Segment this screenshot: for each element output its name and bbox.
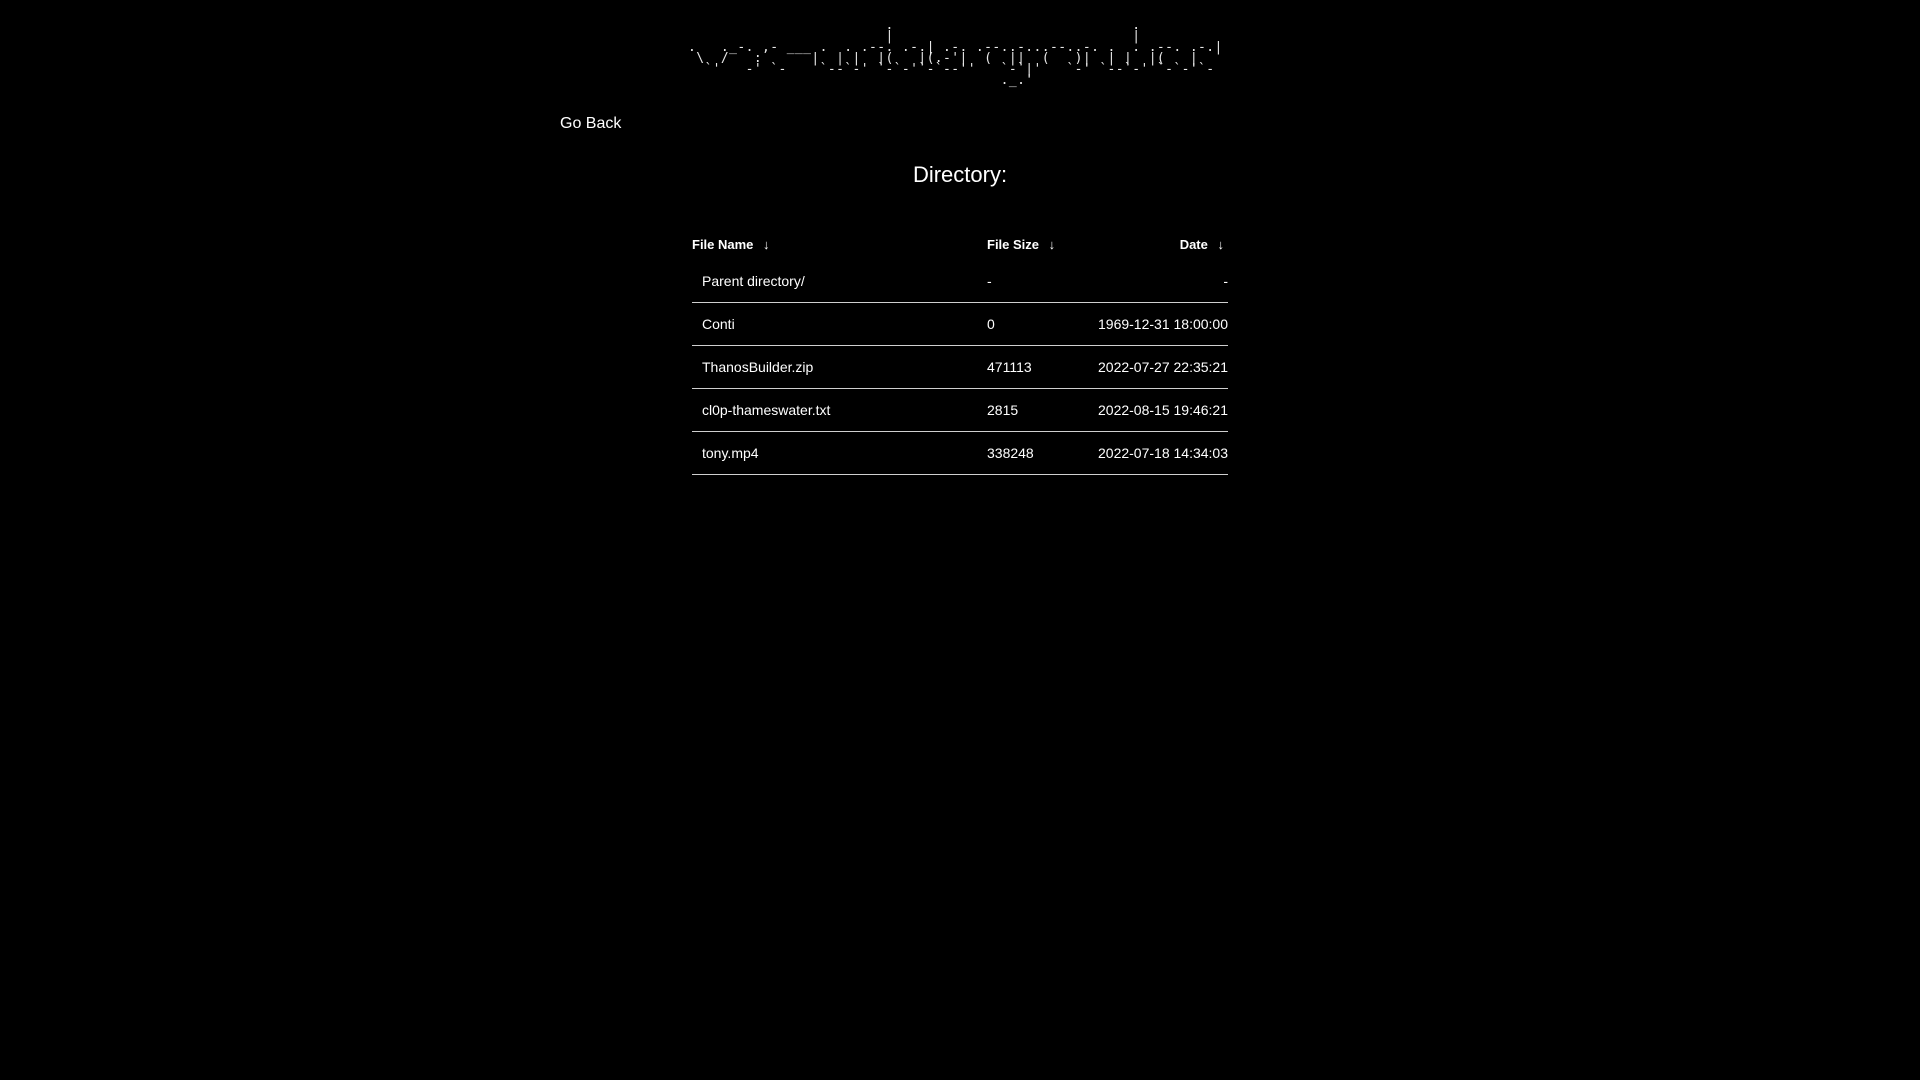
file-link[interactable]: Parent directory/ bbox=[702, 273, 805, 289]
go-back-link[interactable]: Go Back bbox=[560, 115, 622, 132]
file-name-cell bbox=[692, 346, 987, 389]
file-link[interactable]: ThanosBuilder.zip bbox=[702, 359, 814, 375]
column-header-file-name bbox=[692, 228, 987, 260]
directory-table bbox=[692, 228, 1228, 475]
file-size-cell: 0 bbox=[987, 303, 1097, 346]
table-row-parent-directory[interactable] bbox=[692, 260, 1228, 303]
column-label-file-name: File Name bbox=[692, 236, 754, 252]
file-date-cell: 2022-07-27 22:35:21 bbox=[1097, 346, 1228, 389]
sort-date-arrow-icon[interactable]: ↓ bbox=[1217, 236, 1224, 252]
file-name-cell bbox=[692, 432, 987, 475]
column-header-file-size bbox=[987, 228, 1097, 260]
sort-file-size-arrow-icon[interactable]: ↓ bbox=[1048, 236, 1056, 252]
file-size-cell: 2815 bbox=[987, 389, 1097, 432]
file-size-cell: 471113 bbox=[987, 346, 1097, 389]
column-header-date bbox=[1097, 228, 1228, 260]
column-label-file-size: File Size bbox=[987, 236, 1040, 252]
table-row[interactable] bbox=[692, 432, 1228, 475]
table-row[interactable] bbox=[692, 346, 1228, 389]
file-link[interactable]: tony.mp4 bbox=[702, 445, 759, 461]
table-row[interactable] bbox=[692, 303, 1228, 346]
file-size-cell: 338248 bbox=[987, 432, 1097, 475]
column-label-date: Date bbox=[1179, 236, 1208, 252]
file-date-cell: - bbox=[1097, 260, 1228, 303]
file-link[interactable]: Conti bbox=[702, 316, 735, 332]
file-date-cell: 2022-07-18 14:34:03 bbox=[1097, 432, 1228, 475]
file-date-cell: 2022-08-15 19:46:21 bbox=[1097, 389, 1228, 432]
file-size-cell: - bbox=[987, 260, 1097, 303]
ascii-logo-banner: . . | | . ._-. ,- ___ . . .--. .-.| .-. .--..-...--..-. . . .--. .-.| \ / : | | | |( |(.-'| ( || ( )| | | |( | `' -' `- `--`-' `-`-'`-`--'' `-`|' `-' `--`-' `-`-'`- ._.' bbox=[688, 18, 1223, 88]
file-link[interactable]: cl0p-thameswater.txt bbox=[702, 402, 831, 418]
file-name-cell bbox=[692, 303, 987, 346]
table-row[interactable] bbox=[692, 389, 1228, 432]
file-name-cell bbox=[692, 389, 987, 432]
directory-title: Directory: bbox=[912, 162, 1008, 187]
table-header-row bbox=[692, 228, 1228, 260]
sort-file-name-arrow-icon[interactable]: ↓ bbox=[763, 236, 770, 252]
file-name-cell bbox=[692, 260, 987, 303]
file-date-cell: 1969-12-31 18:00:00 bbox=[1097, 303, 1228, 346]
